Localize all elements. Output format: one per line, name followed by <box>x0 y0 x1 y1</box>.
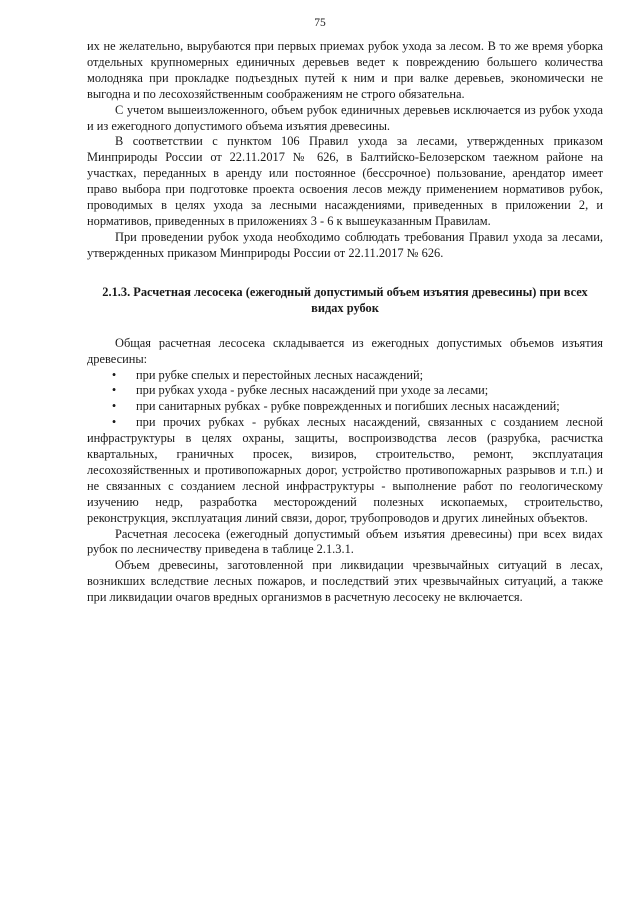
bullet-icon: • <box>111 367 117 382</box>
bullet-list <box>87 368 603 527</box>
list-item <box>87 368 603 384</box>
list-item-text: при рубках ухода - рубке лесных насаждений при уходе за лесами; <box>136 383 489 398</box>
paragraph: При проведении рубок ухода необходимо соблюдать требования Правил ухода за лесами, утвержденных приказом Минприроды России от 22.11.2017 № 626. <box>87 229 603 260</box>
section-heading: 2.1.3. Расчетная лесосека (ежегодный допустимый объем изъятия древесины) при всех видах рубок <box>102 284 588 315</box>
list-item-text: при рубке спелых и перестойных лесных насаждений; <box>136 367 424 382</box>
paragraph-continuation: их не желательно, вырубаются при первых приемах рубок ухода за лесом. В то же время уборка отдельных крупномерных единичных деревьев ведет к повреждению большего количества молодняка при прокладке подъездных путей к ним и при валке деревьев, экономически не выгодна и по лесохозяйственным соображениям не строго обязательна. <box>87 39 603 101</box>
list-item <box>87 415 603 526</box>
paragraph: Расчетная лесосека (ежегодный допустимый объем изъятия древесины) при всех видах рубок по лесничеству приведена в таблице 2.1.3.1. <box>87 526 603 557</box>
list-item <box>87 383 603 399</box>
bullet-icon: • <box>111 399 117 414</box>
paragraph-intro: Общая расчетная лесосека складывается из ежегодных допустимых объемов изъятия древесины: <box>87 335 603 366</box>
list-item-text: при прочих рубках - рубках лесных насаждений, связанных с созданием лесной инфраструктуры в целях охраны, защиты, воспроизводства лесов (разрубка, расчистка квартальных, граничных просек, визиров, строительство, ремонт, эксплуатация лесохозяйственных и противопожарных дорог, устройство противопожарных разрывов и т.п.) и не связанных с созданием лесной инфраструктуры - выполнение работ по геологическому изучению недр, разработка месторождений полезных ископаемых, строительство, реконструкция, эксплуатация линий связи, дорог, трубопроводов и других линейных объектов. <box>87 415 603 525</box>
page-number: 75 <box>314 17 326 29</box>
bullet-icon: • <box>111 415 117 430</box>
paragraph: С учетом вышеизложенного, объем рубок единичных деревьев исключается из рубок ухода и из ежегодного допустимого объема изъятия древесины. <box>87 102 603 133</box>
page-body <box>87 39 603 606</box>
bullet-icon: • <box>111 383 117 398</box>
list-item-text: при санитарных рубках - рубке поврежденных и погибших лесных насаждений; <box>136 399 560 414</box>
paragraph: Объем древесины, заготовленной при ликвидации чрезвычайных ситуаций в лесах, возникших вследствие лесных пожаров, и последствий этих чрезвычайных ситуаций, а также при ликвидации очагов вредных организмов в расчетную лесосеку не включается. <box>87 558 603 605</box>
paragraph: В соответствии с пунктом 106 Правил ухода за лесами, утвержденных приказом Минприроды России от 22.11.2017 № 626, в Балтийско-Белозерском таежном районе на участках, переданных в аренду или постоянное (бессрочное) пользование, арендатор имеет право выбора при подготовке проекта освоения лесов между применением нормативов рубок, проводимых в целях ухода за лесными насаждениями, приведенных в приложении 2, и нормативов, приведенных в приложениях 3 - 6 к вышеуказанным Правилам. <box>87 134 603 228</box>
list-item <box>87 399 603 415</box>
